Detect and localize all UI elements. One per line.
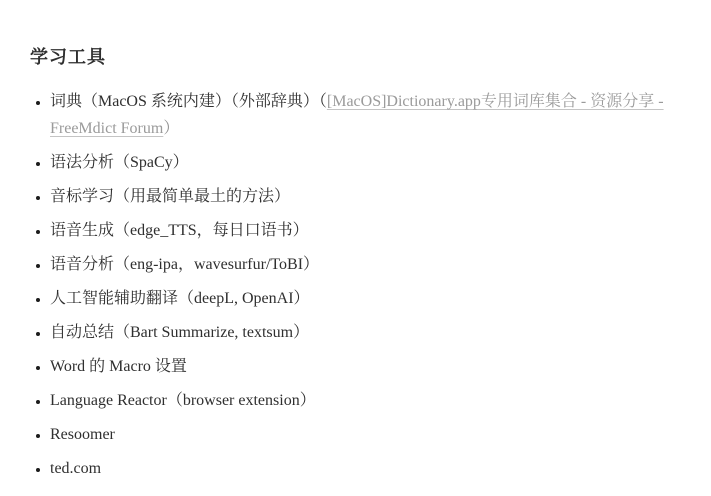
list-item-ai-translation	[50, 285, 690, 312]
list-item-auto-summarize	[50, 319, 690, 346]
list-item-tedcom	[50, 455, 690, 482]
list-item-text: 语音分析（eng-ipa，wavesurfur/ToBI）	[50, 256, 320, 273]
list-item-text: 语法分析（SpaCy）	[50, 154, 189, 171]
list-item-text: 词典（MacOS 系统内建）（外部辞典）（	[50, 93, 327, 110]
list-item-speech-generation	[50, 217, 690, 244]
list-item-text: Resoomer	[50, 426, 115, 443]
list-item-word-macro	[50, 353, 690, 380]
list-item-text: Language Reactor（browser extension）	[50, 392, 316, 409]
list-item-phonetic-learning	[50, 183, 690, 210]
list-item-text: ）	[163, 120, 180, 137]
list-item-text: 音标学习（用最简单最土的方法）	[50, 188, 291, 205]
list-item-dictionary	[50, 88, 690, 142]
list-item-speech-analysis	[50, 251, 690, 278]
list-item-text: 语音生成（edge_TTS，每日口语书）	[50, 222, 309, 239]
list-item-language-reactor	[50, 387, 690, 414]
dictionary-forum-link[interactable]: [MacOS]Dictionary.app专用词库集合 - 资源分享 - FreeMdict Forum	[50, 93, 664, 137]
list-item-grammar-analysis	[50, 149, 690, 176]
page-title: 学习工具	[30, 47, 106, 67]
list-item-text: 自动总结（Bart Summarize, textsum）	[50, 324, 310, 341]
list-item-text: ted.com	[50, 460, 102, 477]
tools-list	[30, 88, 690, 482]
list-item-text: Word 的 Macro 设置	[50, 358, 187, 375]
list-item-resoomer	[50, 421, 690, 448]
list-item-text: 人工智能辅助翻译（deepL, OpenAI）	[50, 290, 310, 307]
